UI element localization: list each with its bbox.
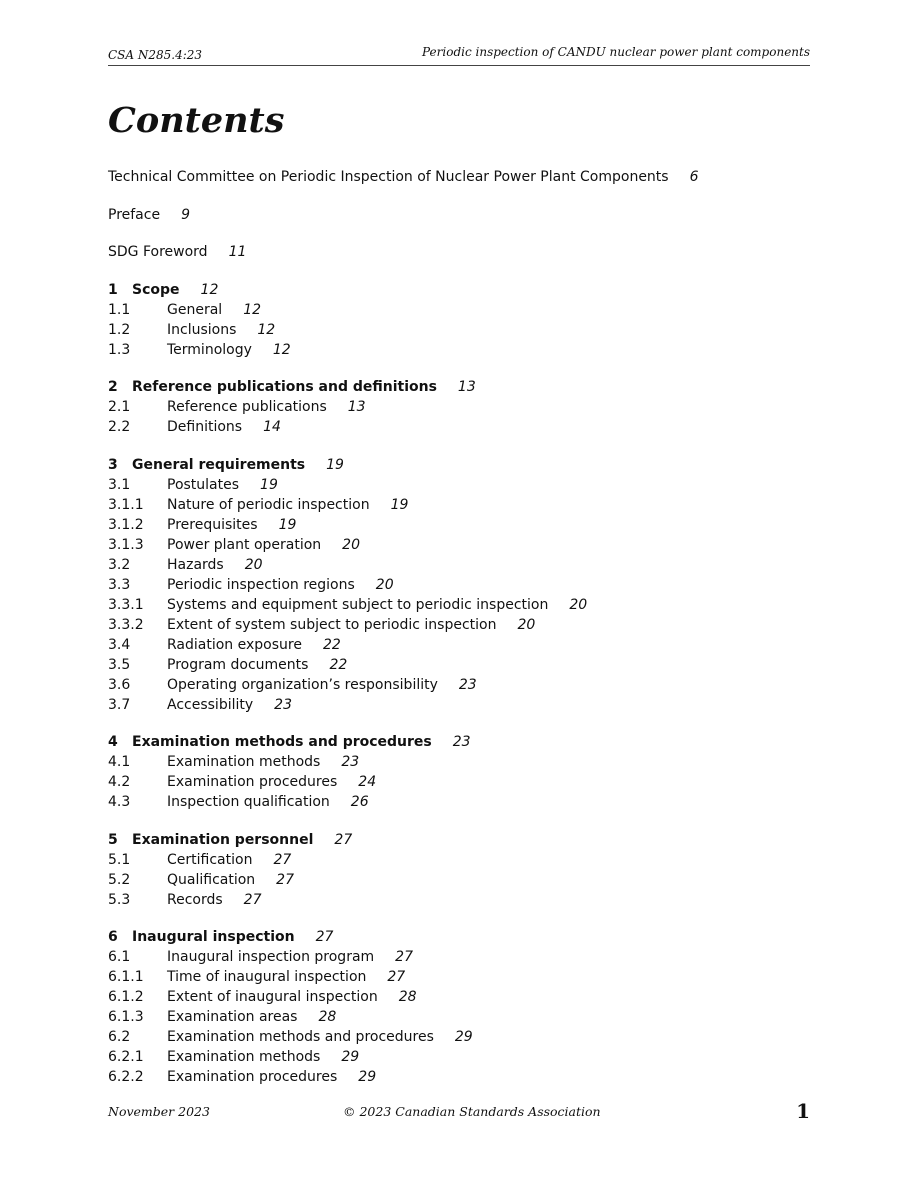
- toc-entry-number: 6.1: [108, 949, 131, 965]
- toc-entry-number: 3.6: [108, 676, 131, 693]
- toc-entry-number: 3.3.2: [108, 616, 144, 633]
- toc-entry-page: 11: [228, 244, 247, 260]
- toc-subsection-entry[interactable]: [108, 1067, 810, 1087]
- toc-entry-title: General requirements: [132, 456, 306, 473]
- toc-subsection-entry[interactable]: [108, 1007, 810, 1027]
- toc-entry-title: Technical Committee on Periodic Inspection of Nuclear Power Plant Components: [108, 169, 669, 185]
- toc-entry-number: 1.2: [108, 321, 131, 338]
- toc-subsection-entry[interactable]: [108, 320, 810, 340]
- toc-entry-page: 12: [257, 321, 276, 338]
- toc-subsection-entry[interactable]: [108, 947, 810, 967]
- toc-subsection-entry[interactable]: [108, 635, 810, 655]
- toc-subsection-entry[interactable]: [108, 397, 810, 417]
- table-of-contents: [108, 167, 810, 1087]
- toc-entry-page: 29: [341, 1049, 360, 1065]
- toc-entry-title: Power plant operation: [167, 536, 322, 553]
- toc-entry-title: Prerequisites: [167, 516, 258, 533]
- toc-entry-page: 23: [452, 734, 471, 750]
- header-doc-code: CSA N285.4:23: [108, 48, 203, 62]
- toc-entry-page: 27: [276, 871, 294, 888]
- toc-entry-page: 27: [243, 891, 262, 908]
- toc-entry-number: 2.1: [108, 399, 131, 415]
- header-rule: [108, 65, 810, 66]
- toc-entry-title: Operating organization’s responsibility: [167, 676, 438, 693]
- toc-entry-number: 3.1.2: [108, 516, 144, 533]
- toc-subsection-entry[interactable]: [108, 967, 810, 987]
- toc-subsection-entry[interactable]: [108, 655, 810, 675]
- toc-entry-title: Examination methods: [167, 1049, 321, 1065]
- toc-subsection-entry[interactable]: [108, 300, 810, 320]
- footer-copyright: © 2023 Canadian Standards Association: [343, 1104, 601, 1119]
- toc-entry-number: 3: [108, 456, 118, 473]
- toc-section-entry[interactable]: [108, 830, 810, 850]
- toc-entry-number: 6.1.3: [108, 1009, 144, 1025]
- toc-entry-page: 13: [457, 379, 476, 395]
- toc-entry-title: Examination areas: [167, 1009, 298, 1025]
- toc-entry-number: 3.1.3: [108, 536, 144, 553]
- toc-entry-number: 5: [108, 831, 118, 848]
- toc-subsection-entry[interactable]: [108, 575, 810, 595]
- toc-entry-title: Hazards: [167, 556, 224, 573]
- toc-entry-number: 4: [108, 734, 118, 750]
- toc-entry-number: 3.7: [108, 696, 131, 713]
- toc-subsection-entry[interactable]: [108, 987, 810, 1007]
- toc-subsection-entry[interactable]: [108, 495, 810, 515]
- toc-entry-page: 23: [274, 696, 292, 713]
- page-title: Contents: [108, 100, 285, 141]
- toc-entry-page: 23: [458, 676, 477, 693]
- toc-entry-title: Inclusions: [167, 321, 237, 338]
- toc-entry-title: Preface: [108, 206, 161, 223]
- toc-entry-page: 20: [517, 616, 536, 633]
- toc-entry-number: 3.5: [108, 656, 131, 673]
- toc-entry-page: 13: [347, 399, 366, 415]
- toc-entry-title: Reference publications: [167, 399, 327, 415]
- toc-entry-page: 28: [398, 989, 417, 1005]
- toc-subsection-entry[interactable]: [108, 535, 810, 555]
- toc-subsection-entry[interactable]: [108, 890, 810, 910]
- toc-entry-title: Definitions: [167, 419, 243, 435]
- header-doc-title: Periodic inspection of CANDU nuclear power plant components: [422, 45, 810, 59]
- toc-entry-page: 20: [244, 556, 263, 573]
- toc-entry-number: 3.4: [108, 636, 131, 653]
- toc-entry-number: 6: [108, 929, 118, 945]
- toc-entry-number: 1: [108, 281, 118, 298]
- toc-subsection-entry[interactable]: [108, 595, 810, 615]
- toc-entry-page: 27: [273, 851, 292, 868]
- page-number: 1: [796, 1099, 810, 1123]
- toc-entry-number: 5.2: [108, 871, 131, 888]
- toc-entry-title: Examination procedures: [167, 774, 338, 790]
- toc-entry-title: Program documents: [167, 656, 309, 673]
- toc-entry-page: 23: [341, 754, 360, 770]
- toc-entry-number: 1.1: [108, 301, 131, 318]
- toc-entry-title: Periodic inspection regions: [167, 576, 355, 593]
- toc-entry-title: Examination personnel: [132, 831, 314, 848]
- toc-entry-title: Accessibility: [167, 696, 254, 713]
- toc-entry-number: 3.3.1: [108, 596, 144, 613]
- toc-entry-page: 28: [318, 1009, 337, 1025]
- toc-entry-number: 1.3: [108, 341, 131, 358]
- toc-subsection-entry[interactable]: [108, 695, 810, 715]
- toc-entry-title: Examination methods and procedures: [167, 1029, 434, 1045]
- toc-entry-title: Time of inaugural inspection: [167, 969, 367, 985]
- toc-section-entry[interactable]: [108, 927, 810, 947]
- toc-entry-page: 29: [358, 1069, 377, 1085]
- toc-entry-number: 3.1: [108, 476, 131, 493]
- toc-section-entry[interactable]: [108, 377, 810, 397]
- toc-subsection-entry[interactable]: [108, 615, 810, 635]
- toc-entry-page: 22: [322, 636, 341, 653]
- toc-entry-page: 12: [272, 341, 291, 358]
- toc-subsection-entry[interactable]: [108, 555, 810, 575]
- toc-subsection-entry[interactable]: [108, 752, 810, 772]
- toc-subsection-entry[interactable]: [108, 792, 810, 812]
- toc-entry-title: Extent of inaugural inspection: [167, 989, 378, 1005]
- toc-entry-title: Reference publications and definitions: [132, 379, 437, 395]
- toc-subsection-entry[interactable]: [108, 675, 810, 695]
- toc-entry-number: 4.2: [108, 774, 131, 790]
- toc-entry-page: 27: [315, 929, 334, 945]
- toc-subsection-entry[interactable]: [108, 475, 810, 495]
- toc-subsection-entry[interactable]: [108, 515, 810, 535]
- toc-entry-title: Qualification: [167, 871, 256, 888]
- toc-subsection-entry[interactable]: [108, 870, 810, 890]
- toc-entry-title: Examination methods: [167, 754, 321, 770]
- toc-entry-title: Examination procedures: [167, 1069, 338, 1085]
- toc-entry-page: 29: [454, 1029, 473, 1045]
- toc-entry-title: Inaugural inspection program: [167, 949, 375, 965]
- toc-entry-title: General: [167, 301, 223, 318]
- toc-entry-number: 6.2.2: [108, 1069, 144, 1085]
- toc-entry-page: 27: [334, 831, 353, 848]
- toc-front-matter-entry[interactable]: [108, 205, 810, 225]
- toc-entry-page: 27: [395, 949, 413, 965]
- toc-entry-title: Inaugural inspection: [132, 929, 295, 945]
- toc-entry-title: Extent of system subject to periodic inspection: [167, 616, 497, 633]
- toc-entry-page: 19: [260, 476, 278, 493]
- toc-entry-title: Nature of periodic inspection: [167, 496, 370, 513]
- toc-entry-title: Examination methods and procedures: [132, 734, 432, 750]
- toc-entry-page: 9: [181, 206, 190, 223]
- toc-entry-number: 3.1.1: [108, 496, 144, 513]
- toc-entry-page: 14: [263, 419, 281, 435]
- toc-entry-number: 6.2: [108, 1029, 131, 1045]
- toc-subsection-entry[interactable]: [108, 1047, 810, 1067]
- footer-date: November 2023: [108, 1104, 210, 1119]
- toc-entry-title: Certification: [167, 851, 253, 868]
- toc-entry-title: SDG Foreword: [108, 244, 208, 260]
- toc-front-matter-entry[interactable]: [108, 242, 810, 262]
- toc-entry-number: 6.1.1: [108, 969, 144, 985]
- toc-entry-number: 5.3: [108, 891, 131, 908]
- toc-entry-page: 19: [278, 516, 297, 533]
- toc-subsection-entry[interactable]: [108, 417, 810, 437]
- toc-entry-number: 6.1.2: [108, 989, 144, 1005]
- toc-entry-number: 2.2: [108, 419, 131, 435]
- toc-entry-number: 4.1: [108, 754, 131, 770]
- toc-section-entry[interactable]: [108, 732, 810, 752]
- toc-entry-number: 6.2.1: [108, 1049, 144, 1065]
- toc-subsection-entry[interactable]: [108, 772, 810, 792]
- toc-entry-page: 26: [350, 794, 369, 810]
- toc-entry-title: Radiation exposure: [167, 636, 302, 653]
- toc-entry-number: 3.2: [108, 556, 131, 573]
- toc-entry-page: 12: [243, 301, 262, 318]
- toc-entry-title: Systems and equipment subject to periodic inspection: [167, 596, 549, 613]
- toc-subsection-entry[interactable]: [108, 340, 810, 360]
- toc-entry-page: 20: [342, 536, 360, 553]
- toc-subsection-entry[interactable]: [108, 1027, 810, 1047]
- toc-entry-number: 2: [108, 379, 118, 395]
- toc-entry-title: Inspection qualification: [167, 794, 330, 810]
- toc-entry-number: 4.3: [108, 794, 131, 810]
- toc-section-entry[interactable]: [108, 455, 810, 475]
- toc-entry-page: 12: [200, 281, 219, 298]
- toc-entry-page: 27: [387, 969, 406, 985]
- toc-entry-page: 22: [329, 656, 348, 673]
- toc-entry-title: Terminology: [167, 341, 252, 358]
- toc-entry-page: 6: [689, 169, 699, 185]
- toc-entry-page: 20: [375, 576, 394, 593]
- toc-entry-page: 19: [390, 496, 409, 513]
- toc-entry-page: 20: [569, 596, 588, 613]
- toc-entry-page: 19: [326, 456, 344, 473]
- toc-entry-title: Postulates: [167, 476, 240, 493]
- toc-entry-number: 3.3: [108, 576, 131, 593]
- toc-entry-page: 24: [358, 774, 377, 790]
- toc-subsection-entry[interactable]: [108, 850, 810, 870]
- toc-entry-title: Records: [167, 891, 223, 908]
- toc-entry-title: Scope: [132, 281, 180, 298]
- toc-section-entry[interactable]: [108, 280, 810, 300]
- toc-front-matter-entry[interactable]: [108, 167, 810, 187]
- toc-entry-number: 5.1: [108, 851, 131, 868]
